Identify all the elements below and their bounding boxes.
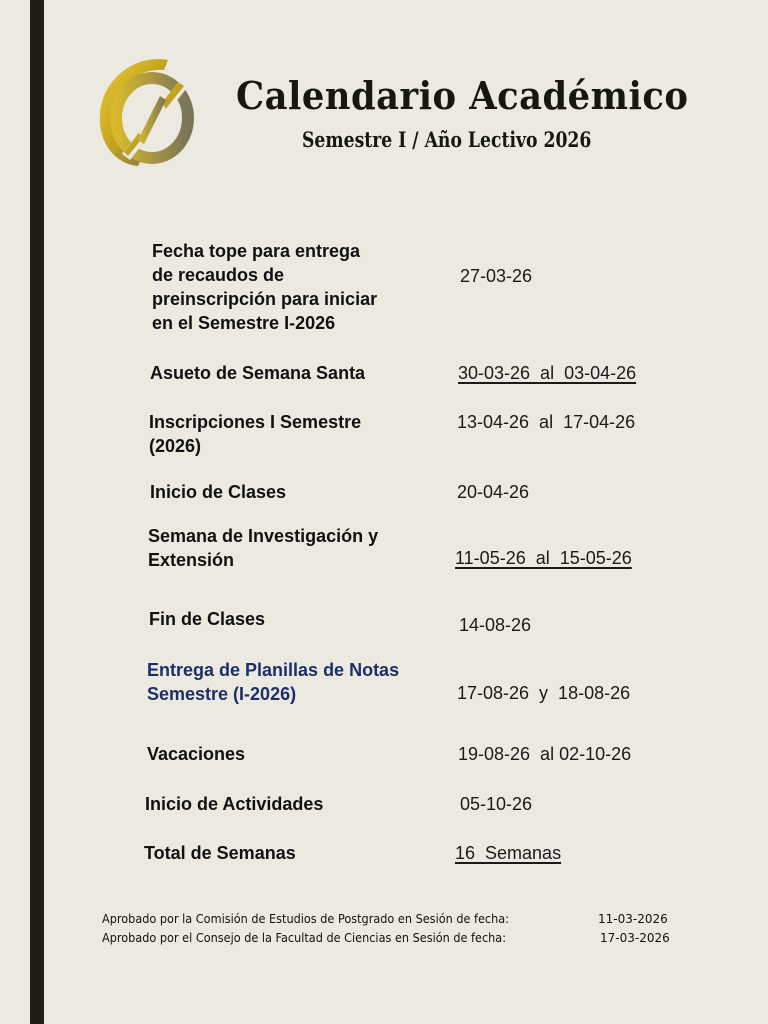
label-line: Fecha tope para entrega [152, 241, 361, 261]
event-label-inscripciones [149, 410, 361, 458]
label-line: Inscripciones I Semestre [149, 412, 362, 432]
left-accent-bar [30, 0, 44, 1024]
label-line: Semana de Investigación y [148, 526, 379, 546]
label-line: en el Semestre I-2026 [152, 313, 336, 333]
event-label-fin-clases: Fin de Clases [149, 609, 266, 629]
event-date-fin-clases: 14-08-26 [459, 615, 532, 635]
approval-date-comision-postgrado: 11-03-2026 [598, 912, 668, 926]
event-label-semana-investigacion [148, 524, 378, 572]
event-date-semana-santa: 30-03-26 al 03-04-26 [458, 363, 637, 383]
event-date-inicio-actividades: 05-10-26 [460, 794, 533, 814]
event-label-vacaciones: Vacaciones [147, 744, 246, 764]
event-label-entrega-planillas [147, 658, 399, 706]
event-label-preinscription-deadline [152, 239, 377, 335]
approval-text-comision-postgrado: Aprobado por la Comisión de Estudios de Postgrado en Sesión de fecha: [102, 912, 510, 926]
event-value-total-semanas: 16 Semanas [455, 843, 562, 863]
approval-date-consejo-facultad: 17-03-2026 [600, 931, 670, 945]
event-label-inicio-actividades: Inicio de Actividades [145, 794, 324, 814]
event-date-inscripciones: 13-04-26 al 17-04-26 [457, 412, 636, 432]
page-title: Calendario Académico [236, 73, 689, 118]
label-line: Semestre (I-2026) [147, 684, 297, 704]
event-date-vacaciones: 19-08-26 al 02-10-26 [458, 744, 632, 764]
event-date-preinscription-deadline: 27-03-26 [460, 266, 533, 286]
event-label-inicio-clases: Inicio de Clases [150, 482, 287, 502]
event-date-semana-investigacion: 11-05-26 al 15-05-26 [455, 548, 632, 568]
institution-logo-icon [94, 52, 202, 170]
label-line: de recaudos de [152, 265, 285, 285]
event-label-total-semanas: Total de Semanas [144, 843, 296, 863]
label-line: Extensión [148, 550, 235, 570]
approval-text-consejo-facultad: Aprobado por el Consejo de la Facultad de Ciencias en Sesión de fecha: [102, 931, 507, 945]
event-date-entrega-planillas: 17-08-26 y 18-08-26 [457, 683, 631, 703]
label-line: Entrega de Planillas de Notas [147, 660, 400, 680]
label-line: preinscripción para iniciar [152, 289, 378, 309]
event-label-semana-santa: Asueto de Semana Santa [150, 363, 366, 383]
page-subtitle: Semestre I / Año Lectivo 2026 [302, 127, 592, 152]
event-date-inicio-clases: 20-04-26 [457, 482, 530, 502]
label-line: (2026) [149, 436, 202, 456]
